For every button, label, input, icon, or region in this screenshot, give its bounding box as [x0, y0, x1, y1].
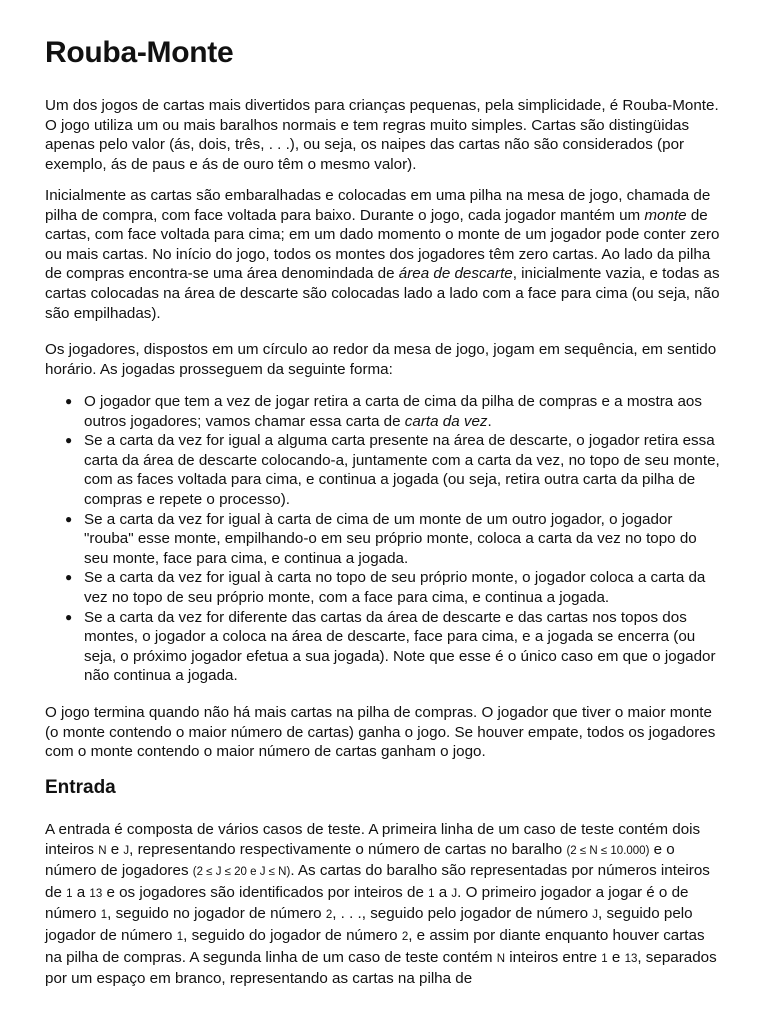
- bullet-icon: ●: [65, 609, 73, 624]
- setup-paragraph: Inicialmente as cartas são embaralhadas e colocadas em uma pilha na mesa de jogo, chamada de pilha de compra, com face voltada para baixo. Durante o jogo, cada jogador mantém um monte de cartas, com face voltada para cima; em um dado momento o monte de um jogador pode conter zero ou mais cartas. No início do jogo, todos os montes dos jogadores têm zero cartas. Ao lado da pilha de compras encontra-se uma área denomindada de área de descarte, inicialmente vazia, e todas as cartas colocadas na área de descarte são colocadas lado a lado com a face para cima (ou seja, não são empilhadas).: [45, 187, 720, 322]
- term-area-de-descarte: área de descarte: [398, 265, 513, 283]
- rules-list: [45, 392, 725, 686]
- bullet-icon: ●: [65, 433, 73, 448]
- bullet-icon: ●: [65, 394, 73, 408]
- term-carta-da-vez: carta da vez: [404, 412, 488, 430]
- list-item: ● Se a carta da vez for igual à carta no topo de seu próprio monte, o jogador coloca a carta da vez no topo de seu próprio monte, com a face para cima, e continua a jogada.: [65, 569, 706, 606]
- list-item: ● Se a carta da vez for diferente das cartas da área de descarte e das cartas nos topos dos montes, o jogador a coloca na área de descarte, face para cima, e a jogada se encerra (ou seja, o próximo jogador efetua a sua jogada). Note que esse é o único caso em que o jogador não continua a jogada.: [65, 608, 716, 685]
- bullet-icon: ●: [65, 570, 73, 585]
- end-paragraph: O jogo termina quando não há mais cartas na pilha de compras. O jogador que tiver o maior monte (o monte contendo o maior número de cartas) ganha o jogo. Se houver empate, todos os jogadores com o monte contendo o maior número de cartas ganham o jogo.: [45, 704, 716, 761]
- term-monte: monte: [644, 206, 687, 224]
- bullet-icon: ●: [65, 511, 73, 526]
- entrada-paragraph: A entrada é composta de vários casos de teste. A primeira linha de um caso de teste contém dois inteiros N e J, representando respectivamente o número de cartas no baralho (2 ≤ N ≤ 10.000) e o número de jogadores (2 ≤ J ≤ 20 e J ≤ N). As cartas do baralho são representadas por números inteiros de 1 a 13 e os jogadores são identificados por inteiros de 1 a J. O primeiro jogador a jogar é o de número 1, seguido no jogador de número 2, . . ., seguido pelo jogador de número J, seguido pelo jogador de número 1, seguido do jogador de número 2, e assim por diante enquanto houver cartas na pilha de compras. A segunda linha de um caso de teste contém N inteiros entre 1 e 13, separados por um espaço em branco, representando as cartas na pilha de: [45, 821, 717, 988]
- list-item: ● Se a carta da vez for igual à carta de cima de um monte de um outro jogador, o jogador "rouba" esse monte, empilhando-o em seu próprio monte, coloca a carta da vez no topo do seu monte, face para cima, e continua a jogada.: [65, 510, 697, 567]
- turns-paragraph: Os jogadores, dispostos em um círculo ao redor da mesa de jogo, jogam em sequência, em sentido horário. As jogadas prosseguem da seguinte forma:: [45, 341, 717, 378]
- page-title: Rouba-Monte: [45, 36, 234, 69]
- section-heading-entrada: Entrada: [45, 777, 116, 798]
- list-item: ● O jogador que tem a vez de jogar retira a carta de cima da pilha de compras e a mostra aos outros jogadores; vamos chamar essa carta de carta da vez.: [65, 393, 702, 430]
- list-item: ● Se a carta da vez for igual a alguma carta presente na área de descarte, o jogador retira essa carta da área de descarte colocando-a, juntamente com a carta da vez, no topo de seu monte, com as faces voltada para cima, e continua a jogada (ou seja, retira outra carta da pilha de compras e repete o processo).: [65, 432, 720, 508]
- intro-paragraph: Um dos jogos de cartas mais divertidos para crianças pequenas, pela simplicidade, é Rouba-Monte. O jogo utiliza um ou mais baralhos normais e tem regras muito simples. Cartas são distingüidas apenas pelo valor (ás, dois, três, . . .), ou seja, os naipes das cartas não são considerados (por exemplo, ás de paus e ás de ouro têm o mesmo valor).: [45, 97, 719, 173]
